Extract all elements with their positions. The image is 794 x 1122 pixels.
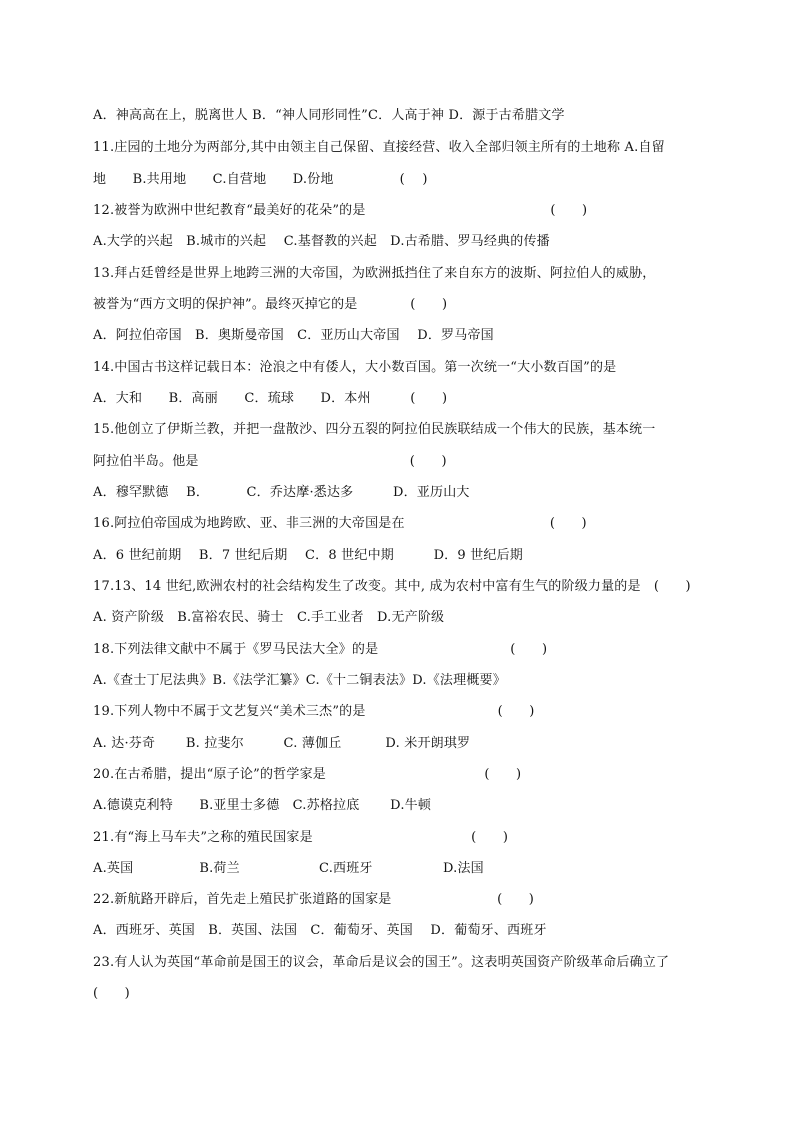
text-line: A．阿拉伯帝国 B．奥斯曼帝国 C．亚历山大帝国 D．罗马帝国 [93,328,494,343]
text-line: A.德谟克利特 B.亚里士多德 C.苏格拉底 D.牛顿 [93,798,432,813]
text-line: 被誉为“西方文明的保护神”。最终灭掉它的是 ( ) [93,297,448,312]
text-line: A．西班牙、英国 B．英国、法国 C．葡萄牙、英国 D．葡萄牙、西班牙 [93,923,547,938]
text-line: 地 B.共用地 C.自营地 D.份地 ( ) [93,172,428,187]
text-line: A．大和 B．高丽 C．琉球 D．本州 ( ) [93,391,448,406]
text-line: 23.有人认为英国“革命前是国王的议会，革命后是议会的国王”。这表明英国资产阶级革命后确立了 [93,955,670,970]
text-line: 21.有“海上马车夫”之称的殖民国家是 ( ) [93,830,509,845]
text-line: A.《查士丁尼法典》B.《法学汇纂》C.《十二铜表法》D.《法理概要》 [93,673,506,688]
text-line: A.英国 B.荷兰 C.西班牙 D.法国 [93,861,484,876]
text-line: 17.13、14 世纪,欧洲农村的社会结构发生了改变。其中, 成为农村中富有生气的阶级力量的是 ( ) [93,579,691,594]
text-line: 16.阿拉伯帝国成为地跨欧、亚、非三洲的大帝国是在 ( ) [93,516,587,531]
text-line: 15.他创立了伊斯兰教，并把一盘散沙、四分五裂的阿拉伯民族联结成一个伟大的民族，基本统一 [93,422,656,437]
text-line: A．6 世纪前期 B．7 世纪后期 C．8 世纪中期 D．9 世纪后期 [93,548,523,563]
text-line: 阿拉伯半岛。他是 ( ) [93,454,447,469]
text-line: A．穆罕默德 B． C．乔达摩·悉达多 D．亚历山大 [93,485,470,500]
text-line: 13.拜占廷曾经是世界上地跨三洲的大帝国，为欧洲抵挡住了来自东方的波斯、阿拉伯人的威胁， [93,266,656,281]
text-line: A. 资产阶级 B.富裕农民、骑士 C.手工业者 D.无产阶级 [93,610,445,625]
text-line: 11.庄园的土地分为两部分,其中由领主自己保留、直接经营、收入全部归领主所有的土地称 A.自留 [93,140,665,155]
text-line: 14.中国古书这样记载日本：沧浪之中有倭人，大小数百国。第一次统一“大小数百国”的是 [93,360,617,375]
text-line: 12.被誉为欧洲中世纪教育“最美好的花朵”的是 ( ) [93,203,588,218]
text-line: A. 达·芬奇 B. 拉斐尔 C. 薄伽丘 D. 米开朗琪罗 [93,736,471,751]
text-line: A.大学的兴起 B.城市的兴起 C.基督教的兴起 D.古希腊、罗马经典的传播 [93,234,550,249]
text-line: A．神高高在上，脱离世人 B．“神人同形同性”C．人高于神 D．源于古希腊文学 [93,108,565,123]
text-line: 18.下列法律文献中不属于《罗马民法大全》的是 ( ) [93,642,548,657]
text-line: 19.下列人物中不属于文艺复兴“美术三杰”的是 ( ) [93,704,535,719]
text-line: ( ) [93,986,130,1001]
text-line: 22.新航路开辟后，首先走上殖民扩张道路的国家是 ( ) [93,892,535,907]
text-line: 20.在古希腊，提出“原子论”的哲学家是 ( ) [93,767,522,782]
